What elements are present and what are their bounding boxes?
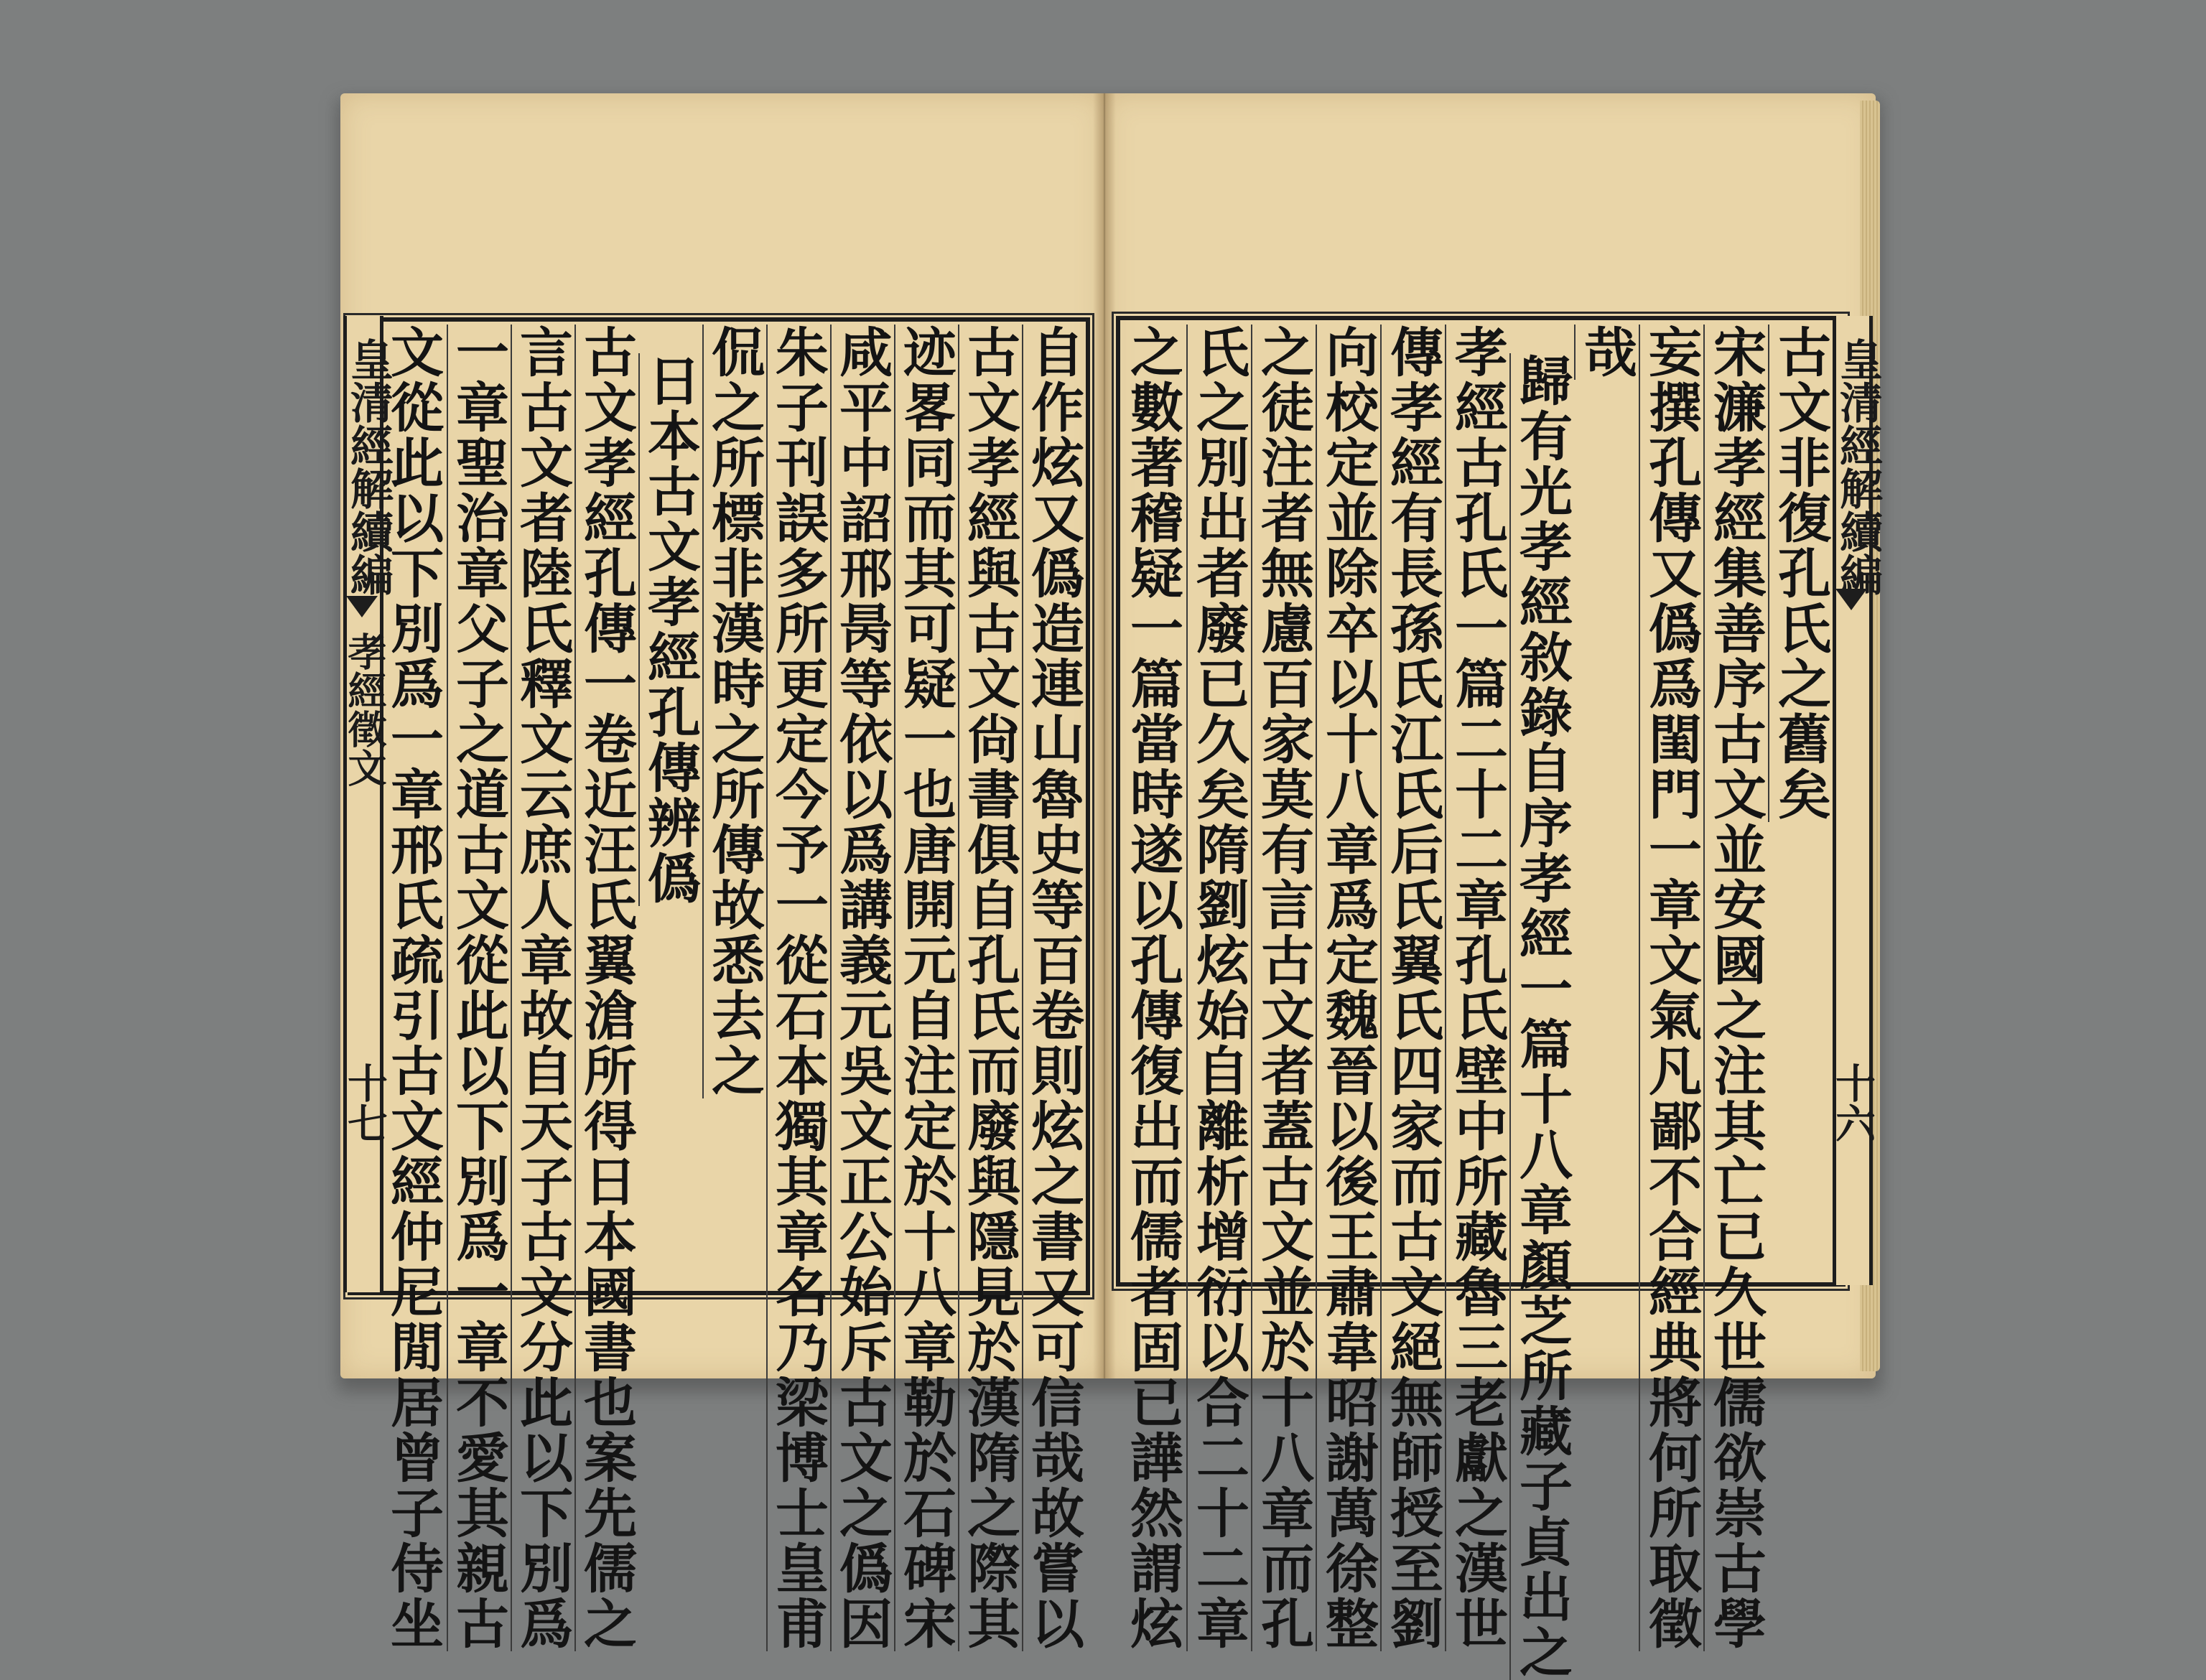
text-column: 氏之別出者廢已久矣隋劉炫始自離析增衍以合二十二章 [1188, 325, 1249, 1651]
text-column: 宋濂孝經集善序古文並安國之注其亡已久世儒欲崇古學 [1705, 325, 1767, 1651]
text-column: 言古文者陸氏釋文云庶人章故自天子古文分此以下別爲 [511, 325, 573, 1651]
text-column: 傳孝經有長孫氏江氏后氏翼氏四家而古文絕無師授至劉 [1382, 325, 1443, 1651]
text-column: 自作炫又僞造連山魯史等百卷則炫之書又可信哉故嘗以 [1023, 325, 1084, 1651]
right-page-number: 十六 [1829, 1063, 1876, 1143]
text-column: 文從此以下別爲一章邢氏疏引古文經仲尼閒居曾子侍坐 [382, 325, 444, 1651]
text-column: 孝經古孔氏一篇二十二章孔氏壁中所藏魯三老獻之漢世 [1446, 325, 1508, 1651]
left-fold-title: 皇清經解續編 [343, 337, 394, 596]
text-column: 古文孝經與古文尙書俱自孔氏而廢與隱見於漢隋之際其 [959, 325, 1020, 1651]
right-fold-title: 皇清經解續編 [1833, 337, 1883, 596]
left-fold-section: 孝經徵文 [342, 632, 388, 787]
text-column: 迹畧同而其可疑一也唐開元自注定於十八章勒於石碑宋 [895, 325, 957, 1651]
text-column: 侃之所標非漢時之所傳故悉去之 [703, 325, 765, 1098]
left-page-number: 十七 [341, 1063, 388, 1143]
text-column: 之徒注者無慮百家莫有言古文者蓋古文並於十八章而孔 [1252, 325, 1314, 1651]
text-column: 古文非復孔氏之舊矣 [1769, 325, 1831, 822]
text-column: 日本古文孝經孔傳辨僞 [639, 353, 701, 906]
right-fishtail-mark [1835, 589, 1867, 610]
text-column: 之數著稽疑一篇當時遂以孔傳復出而儒者固已譁然謂炫 [1122, 325, 1183, 1651]
text-column: 妄撰孔傳又僞爲閨門一章文氣凡鄙不合經典將何所取徵 [1640, 325, 1702, 1651]
text-column: 咸平中詔邢昺等依以爲講義元吳文正公始斥古文之僞因 [831, 325, 893, 1651]
text-column: 古文孝經孔傳一卷近汪氏翼滄所得日本國書也案先儒之 [575, 325, 637, 1651]
text-column: 一章聖治章父子之道古文從此以下別爲一章不愛其親古 [447, 325, 509, 1651]
text-column: 朱子刊誤多所更定今予一從石本獨其章名乃梁博士皇甫 [767, 325, 829, 1651]
book-gutter [1093, 93, 1116, 1378]
left-fishtail-mark [346, 596, 378, 617]
text-column: 向校定並除卒以十八章爲定魏晉以後王肅韋昭謝萬徐整 [1317, 325, 1379, 1651]
text-column: 歸有光孝經敘錄自序孝經一篇十八章顏芝所藏子貞出之 [1511, 353, 1573, 1680]
text-column: 哉 [1576, 325, 1637, 380]
